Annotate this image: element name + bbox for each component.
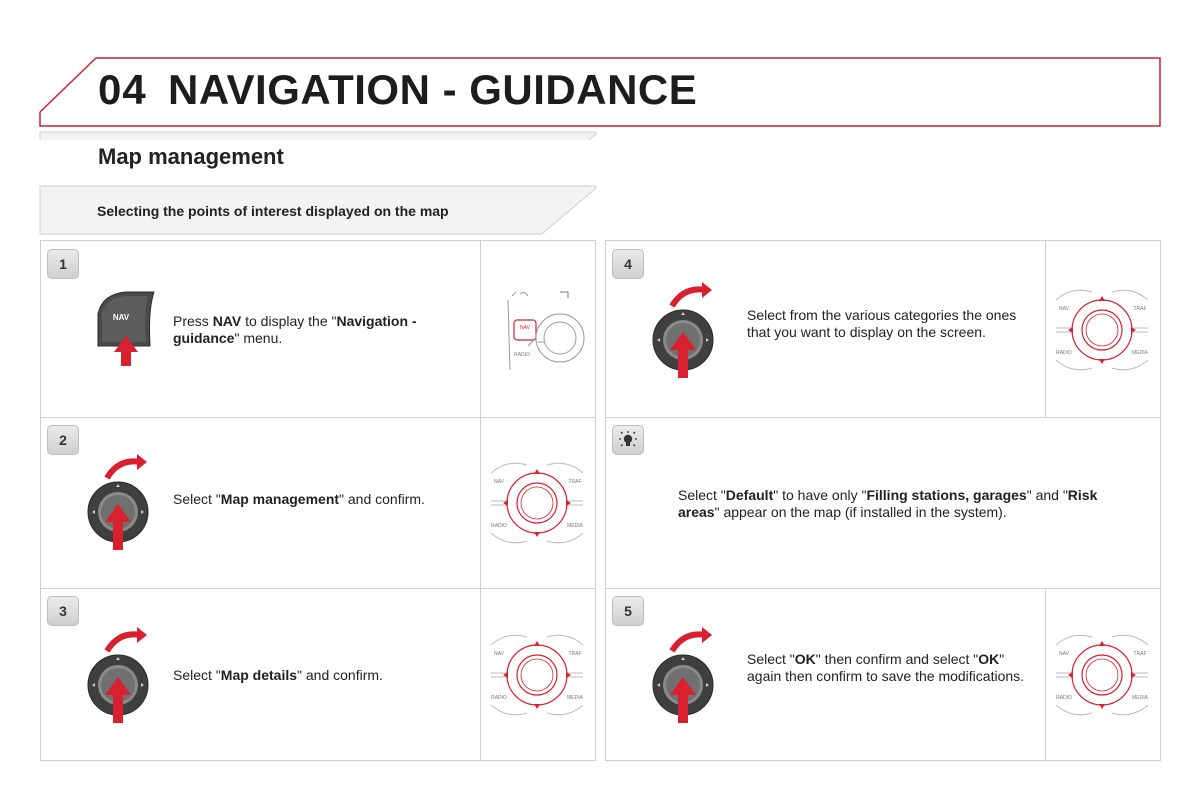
svg-text:RADIO: RADIO [514, 352, 530, 358]
section-title: Map management [98, 144, 284, 169]
step-1-text: Press NAV to display the "Navigation - guidance" menu. [173, 313, 417, 346]
svg-text:RADIO: RADIO [491, 695, 507, 701]
control-dial-thumbnail [487, 453, 587, 553]
control-dial-thumbnail [1052, 625, 1152, 725]
step-badge-3: 3 [47, 596, 79, 626]
svg-text:TRAF: TRAF [568, 651, 582, 657]
svg-text:NAV: NAV [1059, 651, 1069, 657]
step-badge-1: 1 [47, 249, 79, 279]
thumb-column-divider [1045, 240, 1046, 418]
lightbulb-tip-icon [618, 430, 638, 450]
step-badge-5: 5 [612, 596, 644, 626]
rotary-knob-press-icon [650, 625, 730, 725]
svg-text:RADIO: RADIO [491, 523, 507, 529]
nav-button-press-icon [88, 280, 168, 380]
svg-text:TRAF: TRAF [1133, 651, 1147, 657]
svg-text:TRAF: TRAF [568, 479, 582, 485]
svg-text:MEDIA: MEDIA [567, 695, 583, 701]
svg-text:NAV: NAV [520, 325, 530, 331]
step-badge-2: 2 [47, 425, 79, 455]
row-divider [40, 417, 596, 418]
control-dial-thumbnail [1052, 280, 1152, 380]
step-5-text: Select "OK" then confirm and select "OK" again then confirm to save the modifications. [747, 651, 1025, 684]
svg-text:RADIO: RADIO [1056, 695, 1072, 701]
control-dial-thumbnail [487, 625, 587, 725]
svg-text:MEDIA: MEDIA [1132, 350, 1148, 356]
row-divider [605, 588, 1161, 589]
thumb-column-divider [480, 240, 481, 760]
rotary-knob-press-icon [85, 625, 165, 725]
rotary-knob-press-icon [650, 280, 730, 380]
svg-text:NAV: NAV [1059, 306, 1069, 312]
tip-text: Select "Default" to have only "Filling stations, garages" and "Risk areas" appear on the map (if installed in the system). [678, 487, 1098, 520]
step-3-text: Select "Map details" and confirm. [173, 667, 383, 683]
row-divider [605, 417, 1161, 418]
step-2-text: Select "Map management" and confirm. [173, 491, 425, 507]
svg-text:RADIO: RADIO [1056, 350, 1072, 356]
svg-text:TRAF: TRAF [1133, 306, 1147, 312]
row-divider [40, 588, 596, 589]
nav-button-label: NAV [112, 313, 130, 322]
console-nav-button-thumbnail [490, 280, 590, 380]
svg-text:MEDIA: MEDIA [567, 523, 583, 529]
chapter-number: 04 [98, 66, 147, 113]
svg-text:NAV: NAV [494, 651, 504, 657]
chapter-title: NAVIGATION - GUIDANCE [168, 66, 698, 113]
subsection-title: Selecting the points of interest displayed on the map [97, 203, 449, 219]
thumb-column-divider [1045, 588, 1046, 760]
rotary-knob-press-icon [85, 452, 165, 552]
tip-badge [612, 425, 644, 455]
svg-text:MEDIA: MEDIA [1132, 695, 1148, 701]
svg-text:NAV: NAV [494, 479, 504, 485]
step-4-text: Select from the various categories the ones that you want to display on the screen. [747, 307, 1017, 340]
step-badge-4: 4 [612, 249, 644, 279]
